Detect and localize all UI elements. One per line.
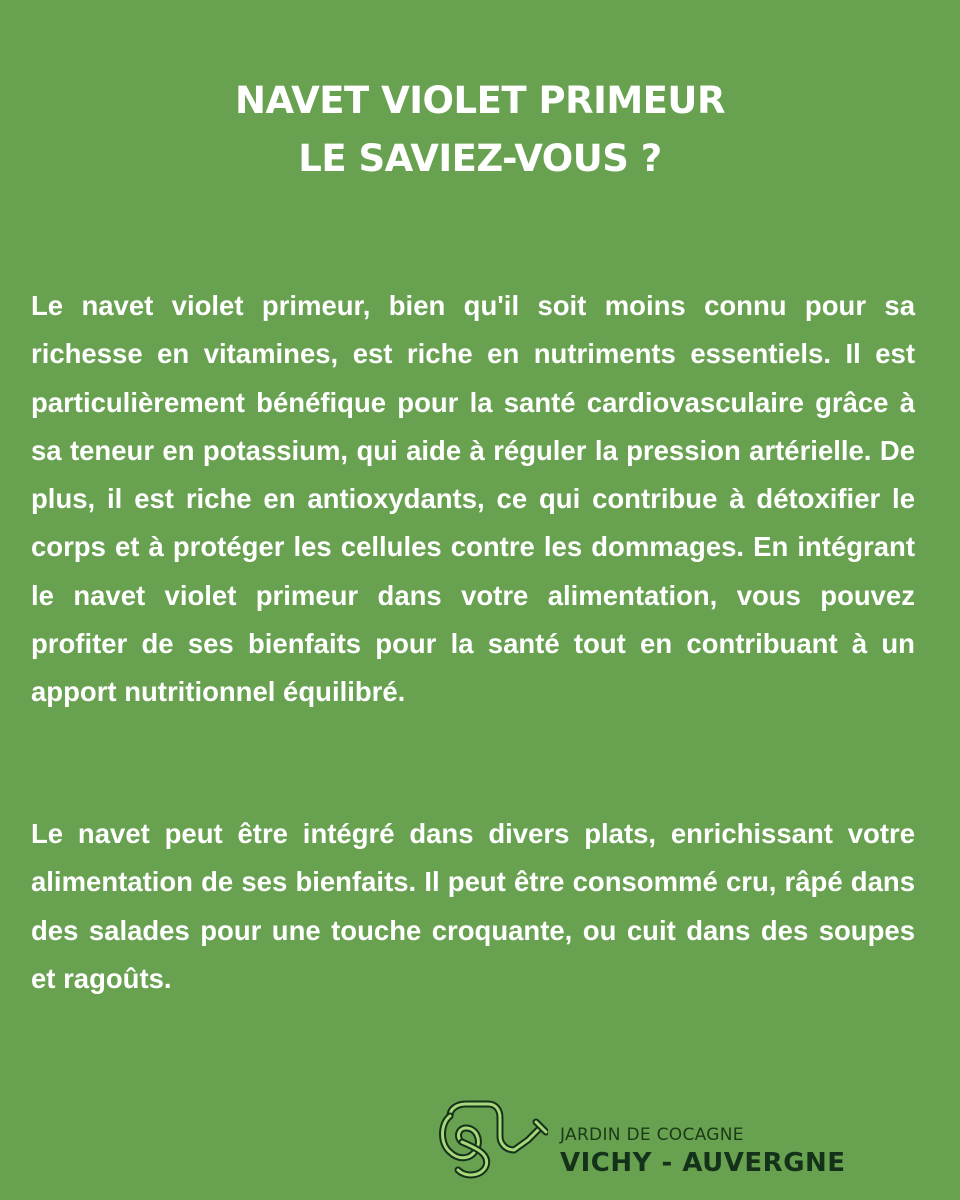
logo-line-1: JARDIN DE COCAGNE (560, 1125, 744, 1145)
logo-line-2: VICHY - AUVERGNE (560, 1148, 846, 1178)
page-title (0, 72, 960, 188)
brand-logo (436, 1100, 876, 1186)
title-line-1: NAVET VIOLET PRIMEUR (235, 79, 725, 122)
paragraph-usage: Le navet peut être intégré dans divers plats, enrichissant votre alimentation de ses bienfaits. Il peut être consommé cru, râpé dans des salades pour une touche croquante, ou cuit dans des soupes et ragoûts. (31, 818, 915, 994)
watering-can-icon (436, 1100, 548, 1180)
paragraph-benefits: Le navet violet primeur, bien qu'il soit moins connu pour sa richesse en vitamines, est riche en nutriments essentiels. Il est particulièrement bénéfique pour la santé cardiovasculaire grâce à sa teneur en potassium, qui aide à réguler la pression artérielle. De plus, il est riche en antioxydants, ce qui contribue à détoxifier le corps et à protéger les cellules contre les dommages. En intégrant le navet violet primeur dans votre alimentation, vous pouvez profiter de ses bienfaits pour la santé tout en contribuant à un apport nutritionnel équilibré. (31, 290, 915, 708)
title-line-2: LE SAVIEZ-VOUS ? (298, 137, 662, 180)
